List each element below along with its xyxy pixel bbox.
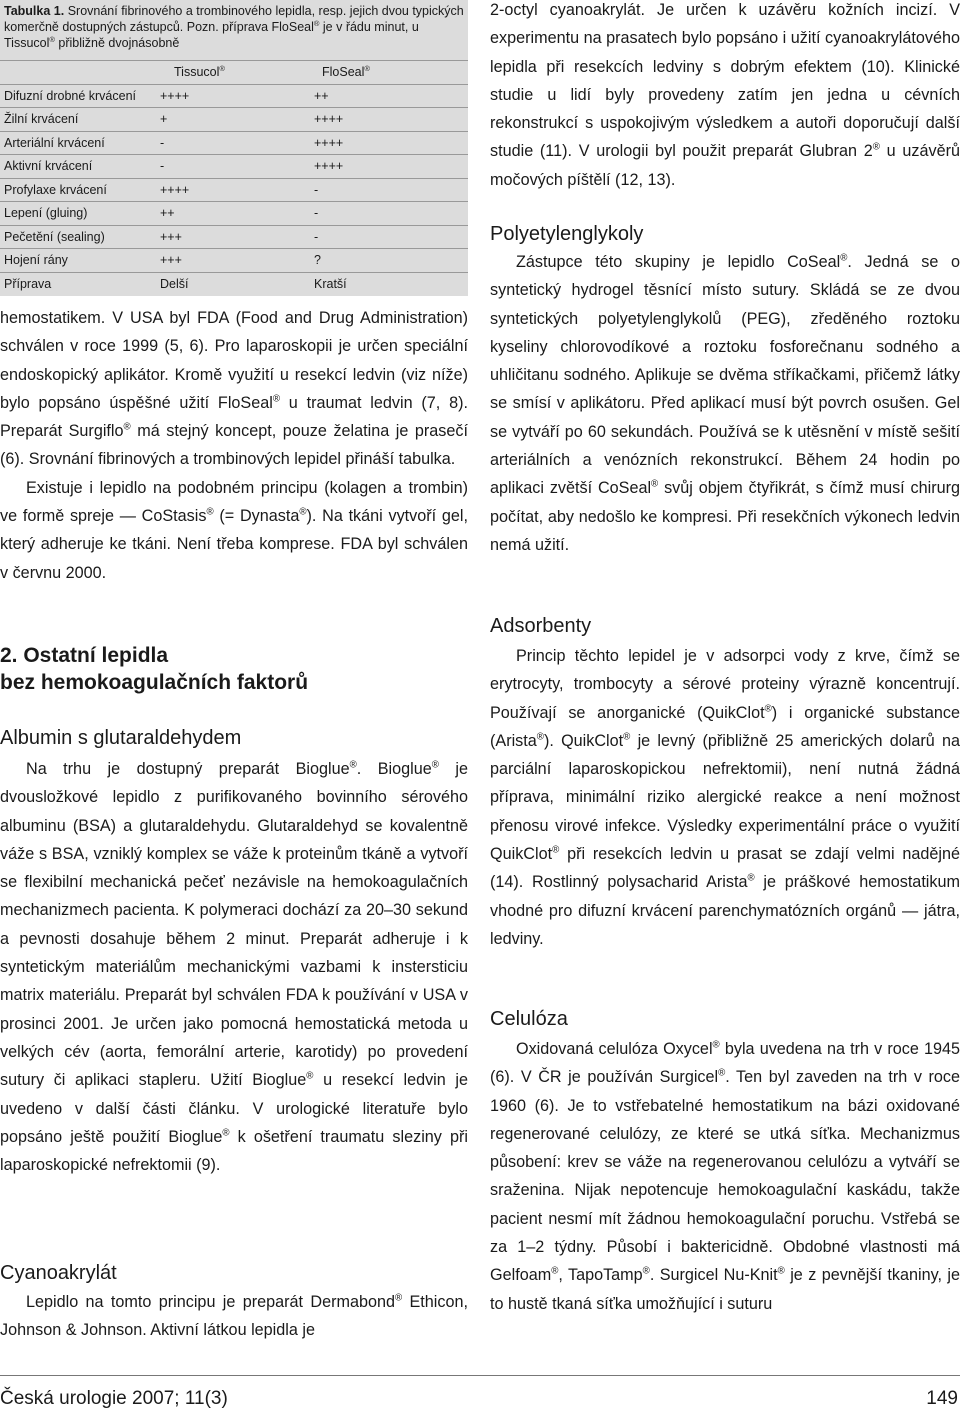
subheading-celuloza: Celulóza: [490, 1008, 568, 1030]
page-footer: [0, 1375, 960, 1417]
table-label: Tabulka 1.: [4, 4, 65, 18]
subheading-cyanoakrylat: Cyanoakrylát: [0, 1262, 117, 1284]
table-row: Aktivní krvácení - ++++: [0, 155, 468, 179]
paragraph: Existuje i lepidlo na podobném principu (kolagen a trombin) ve formě spreje — CoStasis® (= Dynasta®). Na tkáni vytvoří gel, který adheruje ke tkáni. Není třeba komprese. FDA byl schválen v červnu 2000.: [0, 478, 468, 582]
subheading-albumin: Albumin s glutaraldehydem: [0, 727, 242, 749]
paragraph: Lepidlo na tomto principu je preparát Dermabond® Ethicon, Johnson & Johnson. Aktivní látkou lepidla je: [0, 1292, 468, 1340]
page-number: 149: [926, 1388, 958, 1409]
paragraph: Na trhu je dostupný preparát Bioglue®. Bioglue® je dvousložkové lepidlo z purifikovaného bovinního sérového albuminu (BSA) a glutaraldehydu. Glutaraldehyd se kovalentně váže s BSA, vzniklý komplex se váže k proteinům tkáně a vytvoří se flexibilní mechanická pečeť nezávisle na hemokoagulačních mechanizmech pacienta. K polymeraci dochází za 20–30 sekund a pevnosti dosahuje během 2 minut. Preparát adheruje i k syntetickým materiálům mechanickými vazbami k instersticiu matrix materiálu. Preparát byl schválen FDA k používání v USA v prosinci 2001. Je určen jako pomocná hemostatická metoda u velkých cév (aorta, femorální arterie, karotidy) po provedení sutury či aplikaci stapleru. Užití Bioglue® u resekcí ledvin je uvedeno v další části článku. V urologické literatuře bylo popsáno ještě použití Bioglue® k ošetření traumatu sleziny při laparoskopické nefrektomii (9).: [0, 759, 469, 1175]
table-row: Příprava Delší Kratší: [4, 277, 347, 292]
table-row: Pečetění (sealing) +++ -: [0, 226, 468, 250]
paragraph: Zástupce této skupiny je lepidlo CoSeal®. Jedná se o syntetický hydrogel těsnící místo sutury. Skládá se ze dvou syntetických polyetylenglykolů (PEG), zředěného roztoku kyseliny chlorovodíkové a roztoku fosforečnanu sodného a uhličitanu sodného. Aplikuje se dvěma stříkačkami, přičemž látky se smísí v aplikátoru. Před aplikací musí být povrch osušen. Gel se vytváří po 60 sekundách. Používá se k utěsnění v místě sešití arteriálních a venózních rekonstrukcí. Během 24 hodin po aplikaci zvětší CoSeal® svůj objem čtyřikrát, s čímž musí chirurg počítat, aby nedošlo ke kompresi. Při resekčních výkonech ledvin nemá užití.: [490, 252, 960, 554]
table-row: Difuzní drobné krvácení ++++ ++: [0, 85, 468, 109]
header-tissucol: Tissucol®: [174, 64, 225, 80]
subheading-adsorbenty: Adsorbenty: [490, 615, 592, 637]
paragraph: 2-octyl cyanoakrylát. Je určen k uzávěru kožních incizí. V experimentu na prasatech bylo popsáno i užití cyanoakrylátového lepidla při resekcích ledviny s dobrým efektem (10). Klinické studie u lidí byly provedeny zatím jen jedna u cévních rekonstrukcí s uspokojivým výsledkem a autoři doporučují další studie (11). V urologii byl použit preparát Glubran 2® u uzávěrů močových píštělí (12, 13).: [490, 1, 960, 189]
table-row: Hojení rány +++ ?: [0, 249, 468, 273]
table-caption: Tabulka 1. Srovnání fibrinového a trombinového lepidla, resp. jejich dvou typických komerčně dostupných zástupců. Pozn. příprava FloSeal® je v řádu minut, u Tissucol® přibližně dvojnásobně: [4, 4, 464, 50]
table-grid: [0, 60, 468, 296]
table-row: Arteriální krvácení - ++++: [0, 132, 468, 156]
paragraph: Oxidovaná celulóza Oxycel® byla uvedena na trh v roce 1945 (6). V ČR je používán Surgicel®. Ten byl zaveden na trh v roce 1960 (6). Je to vstřebatelné hemostatikum na bázi oxidované regenerované celulózy, ze které se utká síťka. Mechanizmus působení: krev se váže na regenerovanou celulózu a vytváří se sraženina. Nijak nepotencuje hemokoagulační kaskádu, takže pacient nesmí mít žádnou hemokoagulační poruchu. Vstřebá se za 1–2 týdny. Působí i baktericidně. Obdobné vlastnosti má Gelfoam®, TapoTamp®. Surgicel Nu-Knit® je z pevnější tkaniny, je to hustě tkaná síťka umožňující i suturu: [490, 1039, 960, 1313]
table-header-row: [0, 61, 468, 85]
header-floseal: FloSeal®: [322, 64, 370, 80]
section-heading: 2. Ostatní lepidla bez hemokoagulačních faktorů: [0, 644, 309, 694]
paragraph: hemostatikem. V USA byl FDA (Food and Drug Administration) schválen v roce 1999 (5, 6). Pro laparoskopii je určen speciální endoskopický aplikátor. Kromě využití u resekcí ledvin (viz níže) bylo popsáno úspěšné užití FloSeal® u traumat ledvin (7, 8). Preparát Surgiflo® má stejný koncept, pouze želatina je prasečí (6). Srovnání fibrinových a trombinových lepidel přináší tabulka.: [0, 309, 468, 469]
table-row: Lepení (gluing) ++ -: [0, 202, 468, 226]
comparison-table: [0, 0, 468, 296]
table-row: Profylaxe krvácení ++++ -: [0, 179, 468, 203]
paragraph: Princip těchto lepidel je v adsorpci vody z krve, čímž se erytrocyty, trombocyty a sérové proteiny výrazně koncentrují. Používají se anorganické (QuikClot®) i organické substance (Arista®). QuikClot® je levný (přibližně 25 amerických dolarů na parciální laparoskopickou nefrektomii), není nutná žádná příprava, minimální riziko alergické reakce a není možnost přenosu virové infekce. Výsledky experimentální práce o využití QuikClot® při resekcích ledvin u prasat se zdají velmi nadějné (14). Rostlinný polysacharid Arista® je práškové hemostatikum vhodné pro difuzní krvácení parenchymatózních orgánů — játra, ledviny.: [490, 647, 960, 948]
table-row: Žilní krvácení + ++++: [0, 108, 468, 132]
left-column: [0, 0, 469, 1340]
journal-citation: Česká urologie 2007; 11(3): [0, 1388, 228, 1409]
subheading-polyetylenglykoly: Polyetylenglykoly: [490, 223, 644, 245]
